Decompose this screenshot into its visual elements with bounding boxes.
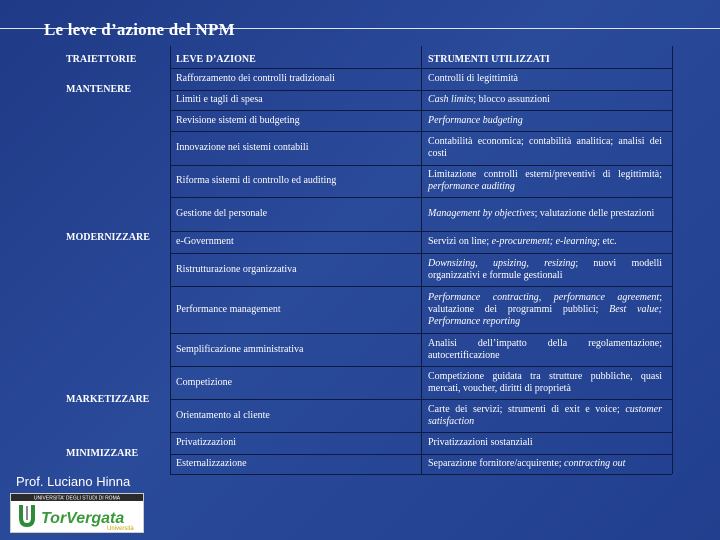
university-logo: [10, 493, 144, 533]
lever-cell: [176, 454, 416, 474]
trajectory-mantenere: MANTENERE: [66, 84, 132, 95]
tool-italic: Performance budgeting: [428, 114, 523, 126]
tool-italic: Management by objectives: [428, 208, 535, 219]
lever-cell: [176, 253, 416, 286]
tool-cell: [428, 131, 662, 165]
tool-plain: Separazione fornitore/acquirente;: [428, 458, 565, 469]
tool-text: [428, 258, 662, 282]
tool-plain: ; blocco assunzioni: [473, 94, 550, 105]
author-name: Prof. Luciano Hinna: [16, 474, 131, 489]
tool-plain: Carte dei servizi; strumenti di exit e voice;: [428, 403, 626, 415]
logo-name-text: TorVergata: [41, 510, 125, 527]
header-trajectories: TRAIETTORIE: [66, 54, 137, 65]
tool-text: [428, 169, 662, 193]
lever-text: Ristrutturazione organizzativa: [176, 263, 297, 275]
header-levers: LEVE D’AZIONE: [176, 54, 256, 65]
tool-text: [428, 94, 662, 106]
university-logo-graphic: [11, 494, 143, 532]
lever-text: Revisione sistemi di budgeting: [176, 114, 300, 126]
tool-italic: Performance contracting, performance agreement: [428, 291, 660, 303]
lever-text: Orientamento al cliente: [176, 409, 270, 421]
lever-cell: [176, 399, 416, 432]
tool-cell: [428, 110, 662, 131]
tool-plain: ; valutazione delle prestazioni: [534, 208, 655, 219]
trajectory-modernizzare: MODERNIZZARE: [66, 232, 150, 243]
lever-cell: [176, 165, 416, 197]
tool-text: Analisi dell’impatto della regolamentazione; autocertificazione: [428, 337, 662, 361]
tool-plain: Limitazione controlli esterni/preventivi di legittimità;: [428, 169, 662, 180]
tool-cell: [428, 432, 662, 454]
lever-text: Innovazione nei sistemi contabili: [176, 142, 309, 153]
tool-italic: Cash limits: [428, 94, 474, 105]
logo-top-text: UNIVERSITA' DEGLI STUDI DI ROMA: [33, 495, 121, 502]
trajectory-marketizzare: MARKETIZZARE: [66, 394, 150, 405]
lever-cell: [176, 286, 416, 333]
tool-italic: performance auditing: [428, 181, 515, 192]
lever-text: Privatizzazioni: [176, 437, 236, 448]
tool-cell: [428, 253, 662, 286]
tool-cell: [428, 454, 662, 474]
tool-text: [428, 292, 662, 328]
trajectory-minimizzare: MINIMIZZARE: [66, 448, 139, 459]
grid-vline: [672, 46, 673, 474]
tool-cell: [428, 90, 662, 110]
lever-text: Gestione del personale: [176, 208, 268, 219]
lever-text: Competizione: [176, 376, 233, 388]
tool-text: [428, 208, 662, 220]
tool-italic: Downsizing, upsizing, resizing: [428, 257, 576, 269]
lever-text: Semplificazione amministrativa: [176, 343, 304, 355]
tool-text: [428, 236, 662, 248]
grid-hline: [170, 474, 672, 475]
lever-text: Performance management: [176, 303, 281, 315]
lever-text: e-Government: [176, 236, 234, 247]
tool-cell: [428, 197, 662, 231]
lever-cell: [176, 197, 416, 231]
tool-cell: [428, 366, 662, 399]
lever-cell: [176, 110, 416, 131]
lever-cell: [176, 131, 416, 165]
tool-cell: [428, 333, 662, 366]
tool-italic: customer satisfaction: [428, 403, 662, 427]
header-tools: STRUMENTI UTILIZZATI: [428, 54, 550, 65]
tool-text: [428, 115, 662, 127]
tool-italic: e-procurement; e-learning: [491, 236, 598, 247]
lever-cell: [176, 231, 416, 253]
lever-text: Rafforzamento dei controlli tradizionali: [176, 73, 335, 84]
tool-italic: Best value; Performance reporting: [428, 303, 662, 327]
lever-cell: [176, 333, 416, 366]
tool-cell: [428, 68, 662, 90]
slide-title: Le leve d’azione del NPM: [44, 20, 235, 39]
tool-plain: ; nuovi modelli organizzativi e formule gestionali: [428, 257, 663, 281]
lever-text: Esternalizzazione: [176, 458, 247, 469]
tool-italic: contracting out: [564, 458, 626, 469]
tool-text: [428, 458, 662, 470]
tool-cell: [428, 165, 662, 197]
tool-cell: [428, 399, 662, 432]
lever-text: Riforma sistemi di controllo ed auditing: [176, 175, 337, 186]
tool-text: Privatizzazioni sostanziali: [428, 437, 533, 448]
tool-text: Contabilità economica; contabilità analitica; analisi dei costi: [428, 136, 662, 159]
tool-cell: [428, 231, 662, 253]
lever-cell: [176, 432, 416, 454]
tool-plain: ; valutazione dei programmi pubblici;: [428, 291, 662, 315]
lever-cell: [176, 90, 416, 110]
tool-text: Controlli di legittimità: [428, 73, 518, 84]
lever-text: Limiti e tagli di spesa: [176, 94, 263, 105]
tool-plain: Servizi on line;: [428, 236, 492, 247]
tool-text: Competizione guidata tra strutture pubbliche, quasi mercati, voucher, diritti di proprietà: [428, 370, 662, 394]
tool-tail: ; etc.: [597, 236, 617, 247]
lever-cell: [176, 68, 416, 90]
logo-sub-text: Università: [107, 526, 134, 532]
tool-cell: [428, 286, 662, 333]
tool-text: [428, 404, 662, 428]
lever-cell: [176, 366, 416, 399]
